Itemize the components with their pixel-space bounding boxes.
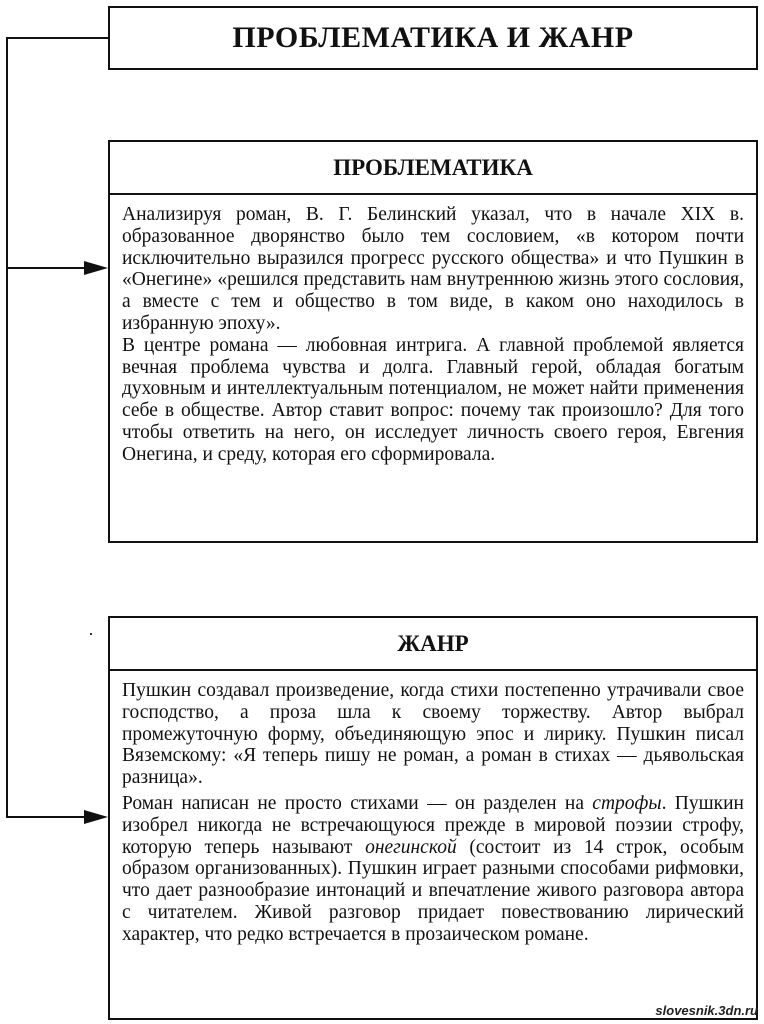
problems-body	[110, 195, 756, 466]
genre-p2-text-b: . Пушкин изобрел никогда не встречающуюся прежде в мировой поэзии строфу, которую теперь называют	[122, 792, 744, 858]
connector-vertical	[6, 37, 8, 818]
connector-to-problems	[6, 267, 86, 269]
genre-heading: ЖАНР	[397, 630, 469, 656]
problems-paragraph-2: В центре романа — любовная интрига. А главной проблемой является вечная проблема чувства и долга. Главный герой, обладая богатым духовным и интеллектуальным потенциалом, не может найти применения себе в обществе. Автор ставит вопрос: почему так произошло? Для того чтобы ответить на него, он исследует личность своего героя, Евгения Онегина, и среду, которая его сформировала.	[122, 334, 744, 465]
problems-header	[110, 142, 756, 195]
genre-paragraph-1: Пушкин создавал произведение, когда стихи постепенно утрачивали свое господство, а проза шла к своему торжеству. Автор выбрал промежуточную форму, объединяющую эпос и лирику. Пушкин писал Вяземскому: «Я теперь пишу не роман, а роман в стихах — дьявольская разница».	[122, 680, 744, 789]
watermark: slovesnik.3dn.ru	[655, 1003, 758, 1018]
connector-to-genre	[6, 816, 86, 818]
genre-p2-term-strophes: строфы	[592, 792, 662, 814]
genre-body	[110, 671, 756, 946]
genre-header	[110, 618, 756, 671]
genre-p2-text-a: Роман написан не просто стихами — он разделен на	[122, 792, 593, 814]
connector-top	[6, 37, 109, 39]
genre-section	[108, 616, 758, 1020]
speck	[90, 633, 92, 635]
genre-p2-text-c: (состоит из 14 строк, особым образом организованных). Пушкин играет разными способами рифмовки, что дает разнообразие интонаций и впечатление живого разговора автора с читателем. Живой разговор придает повествованию лирический характер, что редко встречается в прозаическом романе.	[122, 836, 744, 945]
arrow-to-problems	[84, 261, 108, 275]
genre-paragraph-2	[122, 793, 744, 946]
genre-p2-term-onegin: онегинской	[365, 836, 457, 858]
arrow-to-genre	[84, 810, 108, 824]
page-title: ПРОБЛЕМАТИКА И ЖАНР	[232, 21, 634, 54]
problems-heading: ПРОБЛЕМАТИКА	[333, 154, 533, 180]
problems-paragraph-1: Анализируя роман, В. Г. Белинский указал, что в начале XIX в. образованное дворянство было тем сословием, «в котором почти исключительно выразился прогресс русского общества» и что Пушкин в «Онегине» «решился представить нам внутреннюю жизнь этого сословия, а вместе с тем и общество в том виде, в каком оно находилось в избранную эпоху».	[122, 204, 744, 334]
title-box	[108, 6, 758, 70]
problems-section	[108, 140, 758, 543]
